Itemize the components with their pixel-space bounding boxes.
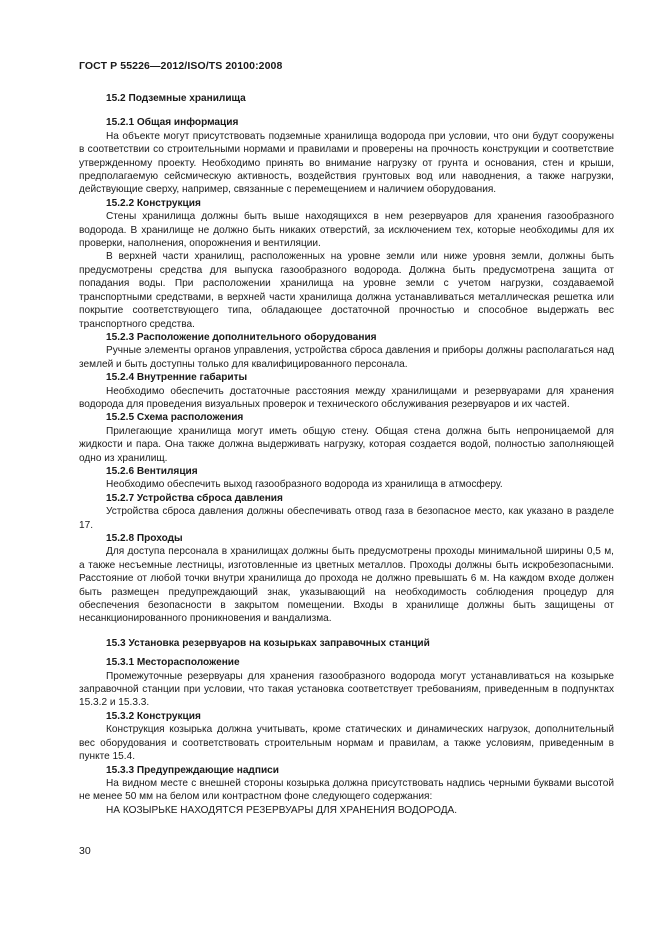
paragraph: Устройства сброса давления должны обеспечивать отвод газа в безопасное место, как указано в разделе 17. [79, 506, 614, 531]
paragraph: Для доступа персонала в хранилищах должны быть предусмотрены проходы минимальной ширины 0,5 м, а также несъемные лестницы, изготовленные из цветных металлов. Проходы должны быть искробезопасными. Расстояние от любой точки внутри хранилища до прохода не должно превышать 6 м. На каждом входе должен быть размещен предупреждающий знак, указывающий на необходимость соблюдения процедур для обеспечения безопасности в закрытом помещении. Входы в хранилище должны быть защищены от несанкционированного проникновения и вандализма. [79, 546, 614, 625]
subsection-title-15-2-8: 15.2.8 Проходы [106, 533, 183, 544]
paragraph: На видном месте с внешней стороны козырька должна присутствовать надпись черными буквами высотой не менее 50 мм на белом или контрастном фоне следующего содержания: [79, 777, 614, 803]
section-heading-15-2: 15.2 Подземные хранилища [106, 93, 246, 104]
subsection-title-15-3-3: 15.3.3 Предупреждающие надписи [106, 764, 279, 776]
subsection-title-15-2-6: 15.2.6 Вентиляция [106, 465, 198, 477]
subsection-title-15-3-1: 15.3.1 Месторасположение [106, 657, 240, 669]
paragraph: Конструкция козырька должна учитывать, кроме статических и динамических нагрузок, дополнительный вес оборудования и соответствовать строительным нормам и правилам, а также условиям, приведенным в пункте 15.4. [79, 724, 614, 763]
paragraph: Промежуточные резервуары для хранения газообразного водорода могут устанавливаться на козырьке заправочной станции при условии, что такая установка соответствует требованиям, приведенным в подпунктах 15.3.2 и 15.3.3. [79, 670, 614, 709]
document-body [79, 92, 614, 817]
standard-header: ГОСТ Р 55226—2012/ISO/TS 20100:2008 [79, 60, 283, 72]
paragraph: Необходимо обеспечить выход газообразного водорода из хранилища в атмосферу. [106, 479, 503, 491]
paragraph: Стены хранилища должны быть выше находящихся в нем резервуаров для хранения газообразного водорода. В хранилище не должно быть никаких отверстий, за исключением тех, которые необходимы для их проверки, наполнения, опорожнения и вентиляции. [79, 211, 614, 250]
subsection-title-15-2-4: 15.2.4 Внутренние габариты [106, 372, 248, 384]
paragraph: В верхней части хранилищ, расположенных на уровне земли или ниже уровня земли, должны быть предусмотрены средства для выпуска газообразного водорода. Должна быть предусмотрена защита от попадания воды. При расположении хранилища на уровне земли с учетом нагрузки, создаваемой транспортными средствами, в верхней части хранилища должна устанавливаться металлическая решетка или покрытие соответствующего типа, обладающее достаточной прочностью и способное выдержать вес транспортного средства. [79, 251, 614, 330]
section-heading-15-3: 15.3 Установка резервуаров на козырьках заправочных станций [106, 637, 430, 649]
subsection-title-15-2-3: 15.2.3 Расположение дополнительного оборудования [106, 331, 377, 343]
subsection-title-15-2-2: 15.2.2 Конструкция [106, 197, 201, 209]
subsection-title-15-2-1: 15.2.1 Общая информация [106, 117, 239, 129]
subsection-title-15-3-2: 15.3.2 Конструкция [106, 710, 201, 722]
paragraph: Ручные элементы органов управления, устройства сброса давления и приборы должны располагаться над землей и быть доступны только для квалифицированного персонала. [79, 345, 614, 370]
page-number: 30 [79, 845, 91, 857]
paragraph: Прилегающие хранилища могут иметь общую стену. Общая стена должна быть непроницаемой для жидкости и пара. Она также должна выдерживать нагрузку, которая создается водой, полностью заполняющей одно из хранилищ. [79, 425, 614, 464]
subsection-title-15-2-5: 15.2.5 Схема расположения [106, 412, 244, 424]
subsection-title-15-2-7: 15.2.7 Устройства сброса давления [106, 492, 283, 504]
warning-inscription: НА КОЗЫРЬКЕ НАХОДЯТСЯ РЕЗЕРВУАРЫ ДЛЯ ХРАНЕНИЯ ВОДОРОДА. [106, 804, 458, 816]
paragraph: На объекте могут присутствовать подземные хранилища водорода при условии, что они будут сооружены в соответствии со строительными нормами и правилами и проверены на прочность конструкции и соответствие утвержденному проекту. Необходимо принять во внимание нагрузку от грунта и основания, стен и крыши, предполагаемую сейсмическую активность, воздействия грунтовых вод или наводнения, а также нагрузки, действующие сверху, например, связанные с перемещением и наличием оборудования. [79, 130, 614, 196]
paragraph: Необходимо обеспечить достаточные расстояния между хранилищами и резервуарами для хранения водорода для проведения визуальных проверок и технического обслуживания резервуаров и их частей. [79, 385, 614, 410]
